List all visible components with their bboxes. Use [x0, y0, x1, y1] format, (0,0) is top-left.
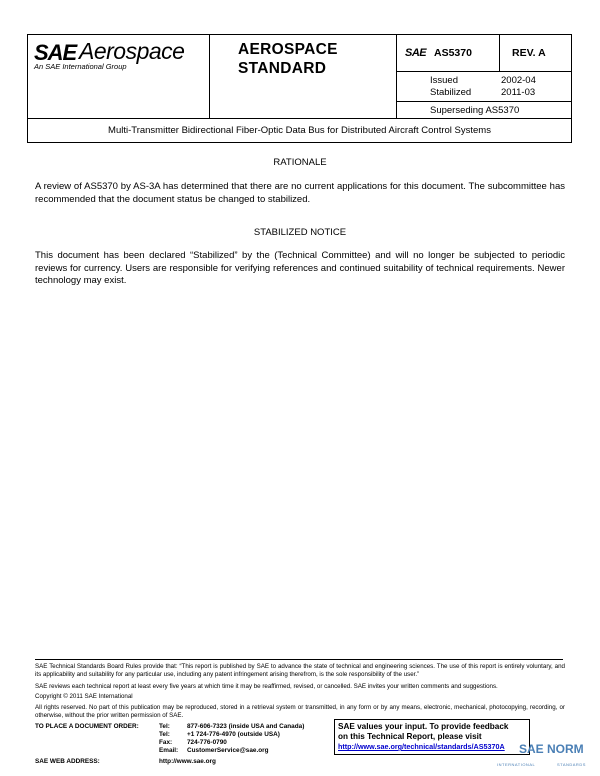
doc-id-row — [397, 35, 571, 72]
revision-cell — [500, 35, 571, 71]
standard-type — [238, 40, 338, 78]
document-title: Multi-Transmitter Bidirectional Fiber-Optic Data Bus for Distributed Aircraft Control Systems — [27, 118, 572, 143]
issued-value: 2002-04 — [501, 75, 536, 86]
stabilized-notice-heading: STABILIZED NOTICE — [253, 227, 347, 238]
footer-copyright: Copyright © 2011 SAE International — [35, 693, 133, 700]
order-tel-value[interactable]: 877-606-7323 (inside USA and Canada) — [187, 723, 305, 730]
document-header — [27, 34, 572, 119]
watermark-right: STANDARDS — [557, 762, 586, 767]
order-tel-label: Tel: — [159, 723, 170, 730]
doc-info-cell — [397, 35, 571, 118]
web-address-label: SAE WEB ADDRESS: — [35, 758, 100, 765]
rationale-heading: RATIONALE — [273, 157, 327, 168]
sae-norm-watermark — [497, 740, 593, 770]
stabilized-notice-text: This document has been declared “Stabilized” by the (Technical Committee) and will no longer be subjected to periodic reviews for currency. Users are responsible for verifying references and continued suitability of technical requirements. Newer technology may exist. — [35, 250, 565, 286]
standard-line-2: STANDARD — [238, 60, 327, 77]
feedback-line-2: on this Technical Report, please visit — [338, 732, 482, 741]
dates-block — [397, 72, 571, 102]
rationale-text: A review of AS5370 by AS-3A has determined that there are no current applications for this document. The subcommittee has recommended that the document status be changed to stabilized. — [35, 181, 565, 205]
standard-type-cell — [210, 35, 397, 118]
logo-subtitle: An SAE International Group — [34, 62, 127, 71]
doc-id-cell — [397, 35, 500, 71]
footer-rules: SAE Technical Standards Board Rules provide that: “This report is published by SAE to advance the state of technical and engineering sciences. The use of this report is entirely voluntary, and its applicability and suitability for any particular use, including any patent infringement arising therefrom, is the sole responsibility of the user.” — [35, 663, 565, 678]
web-address-link[interactable]: http://www.sae.org — [159, 758, 216, 765]
watermark-mark: SAE NORM — [519, 742, 584, 756]
superseding-block — [397, 102, 571, 118]
order-tel2-label: Tel: — [159, 731, 170, 738]
footer-review: SAE reviews each technical report at least every five years at which time it may be reaffirmed, revised, or cancelled. SAE invites your written comments and suggestions. — [35, 683, 498, 690]
revision: REV. A — [512, 47, 546, 59]
superseding: Superseding AS5370 — [430, 105, 520, 116]
order-fax-value: 724-776-0790 — [187, 739, 227, 746]
order-fax-label: Fax: — [159, 739, 173, 746]
feedback-line-1: SAE values your input. To provide feedback — [338, 722, 509, 731]
footer-rights: All rights reserved. No part of this publication may be reproduced, stored in a retrieval system or transmitted, in any form or by any means, electronic, mechanical, photocopying, recording, or otherwise, without the prior written permission of SAE. — [35, 704, 565, 719]
watermark-left: INTERNATIONAL — [497, 762, 536, 767]
stabilized-value: 2011-03 — [501, 87, 536, 98]
issued-label: Issued — [430, 75, 458, 86]
feedback-link[interactable]: http://www.sae.org/technical/standards/AS5370A — [338, 742, 505, 751]
order-email-value[interactable]: CustomerService@sae.org — [187, 747, 269, 754]
logo-cell — [28, 35, 210, 118]
stabilized-label: Stabilized — [430, 87, 472, 98]
aerospace-logo: Aerospace — [79, 38, 185, 64]
standard-line-1: AEROSPACE — [238, 41, 338, 58]
sae-mark: SAE — [405, 47, 427, 59]
order-tel2-value[interactable]: +1 724-776-4970 (outside USA) — [187, 731, 280, 738]
order-email-label: Email: — [159, 747, 179, 754]
order-label: TO PLACE A DOCUMENT ORDER: — [35, 723, 139, 730]
sae-logo: SAE — [34, 40, 77, 65]
footer-divider — [35, 659, 563, 660]
doc-number: AS5370 — [434, 47, 472, 59]
